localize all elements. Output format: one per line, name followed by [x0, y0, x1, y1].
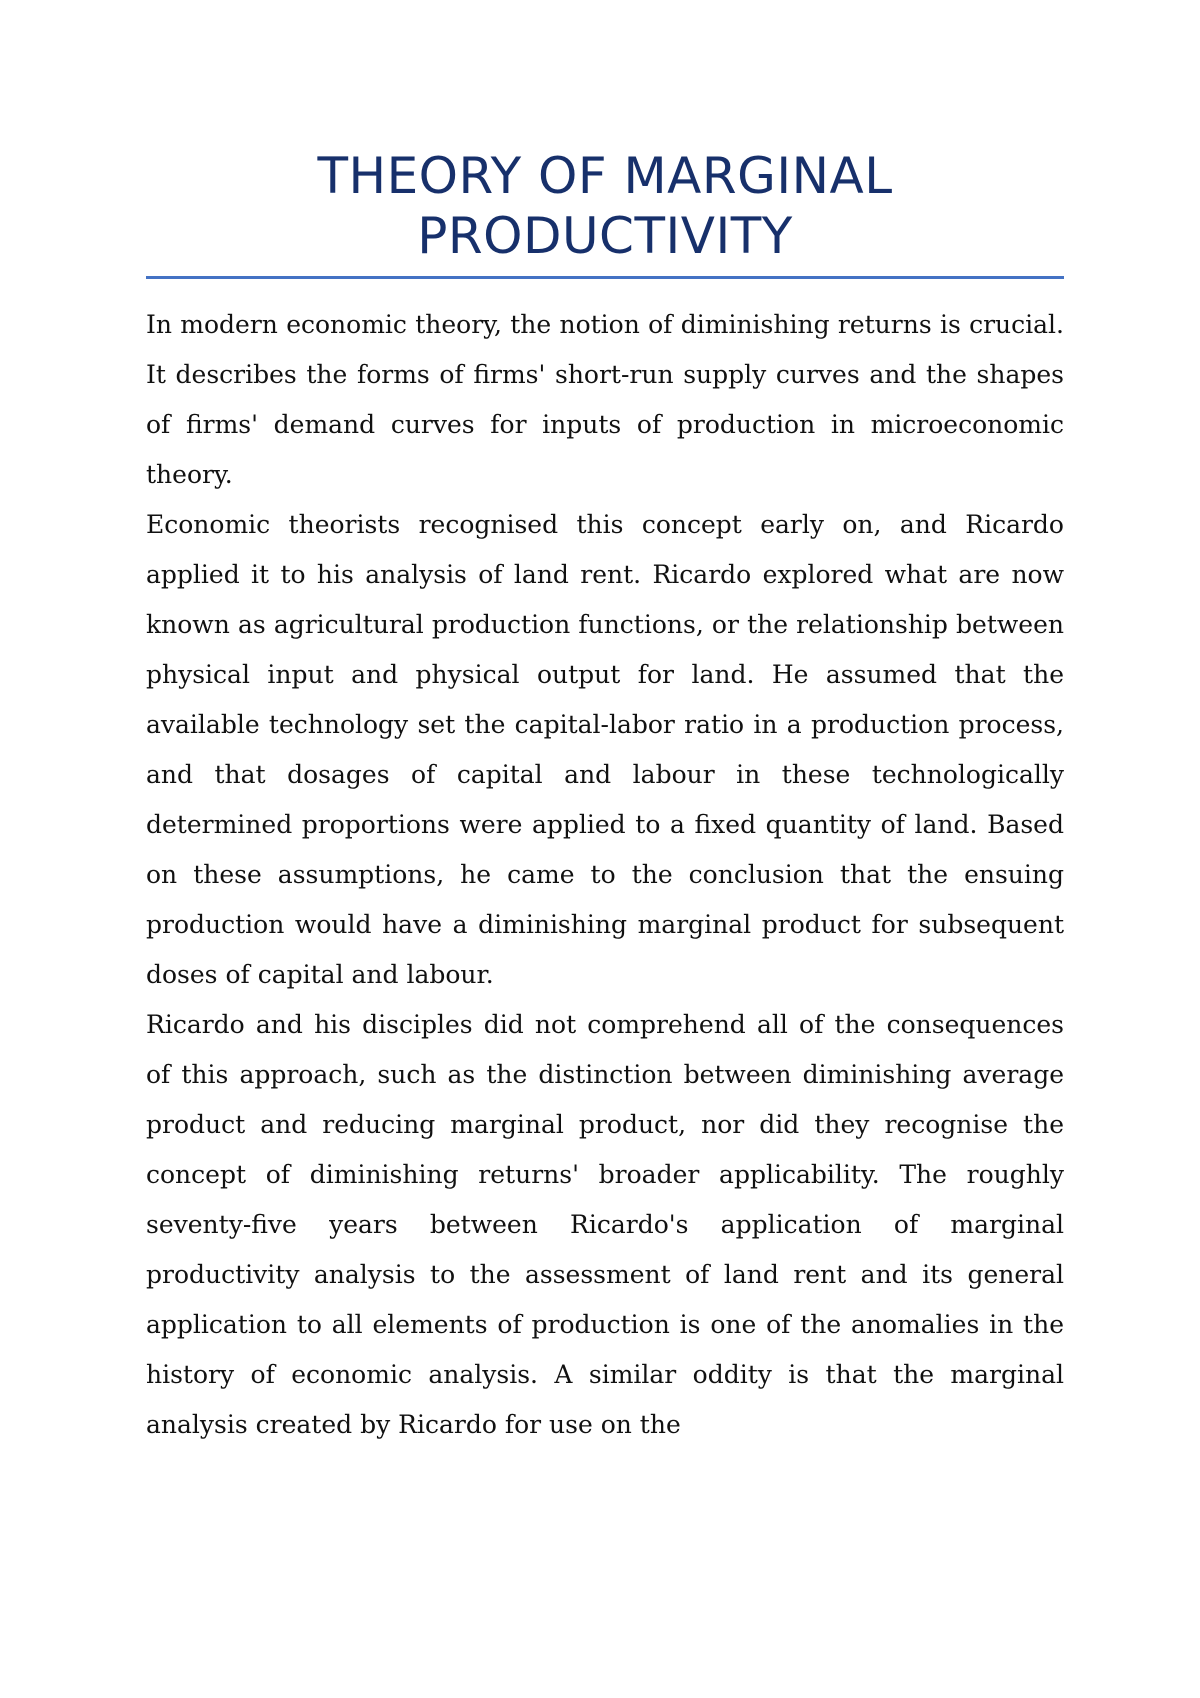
document-title: THEORY OF MARGINAL PRODUCTIVITY [317, 147, 893, 265]
document-body [146, 300, 1064, 1450]
title-divider [146, 276, 1064, 279]
paragraph-2: Economic theorists recognised this concept early on, and Ricardo applied it to his analysis of land rent. Ricardo explored what are now known as agricultural production functions, or the relationship between physical input and physical output for land. He assumed that the available technology set the capital-labor ratio in a production process, and that dosages of capital and labour in these technologically determined proportions were applied to a fixed quantity of land. Based on these assumptions, he came to the conclusion that the ensuing production would have a diminishing marginal product for subsequent doses of capital and labour. [146, 510, 1064, 989]
paragraph-1: In modern economic theory, the notion of diminishing returns is crucial. It describes the forms of firms' short-run supply curves and the shapes of firms' demand curves for inputs of production in microeconomic theory. [146, 310, 1064, 489]
paragraph-3: Ricardo and his disciples did not comprehend all of the consequences of this approach, such as the distinction between diminishing average product and reducing marginal product, nor did they recognise the concept of diminishing returns' broader applicability. The roughly seventy-five years between Ricardo's application of marginal productivity analysis to the assessment of land rent and its general application to all elements of production is one of the anomalies in the history of economic analysis. A similar oddity is that the marginal analysis created by Ricardo for use on the [146, 1010, 1064, 1439]
